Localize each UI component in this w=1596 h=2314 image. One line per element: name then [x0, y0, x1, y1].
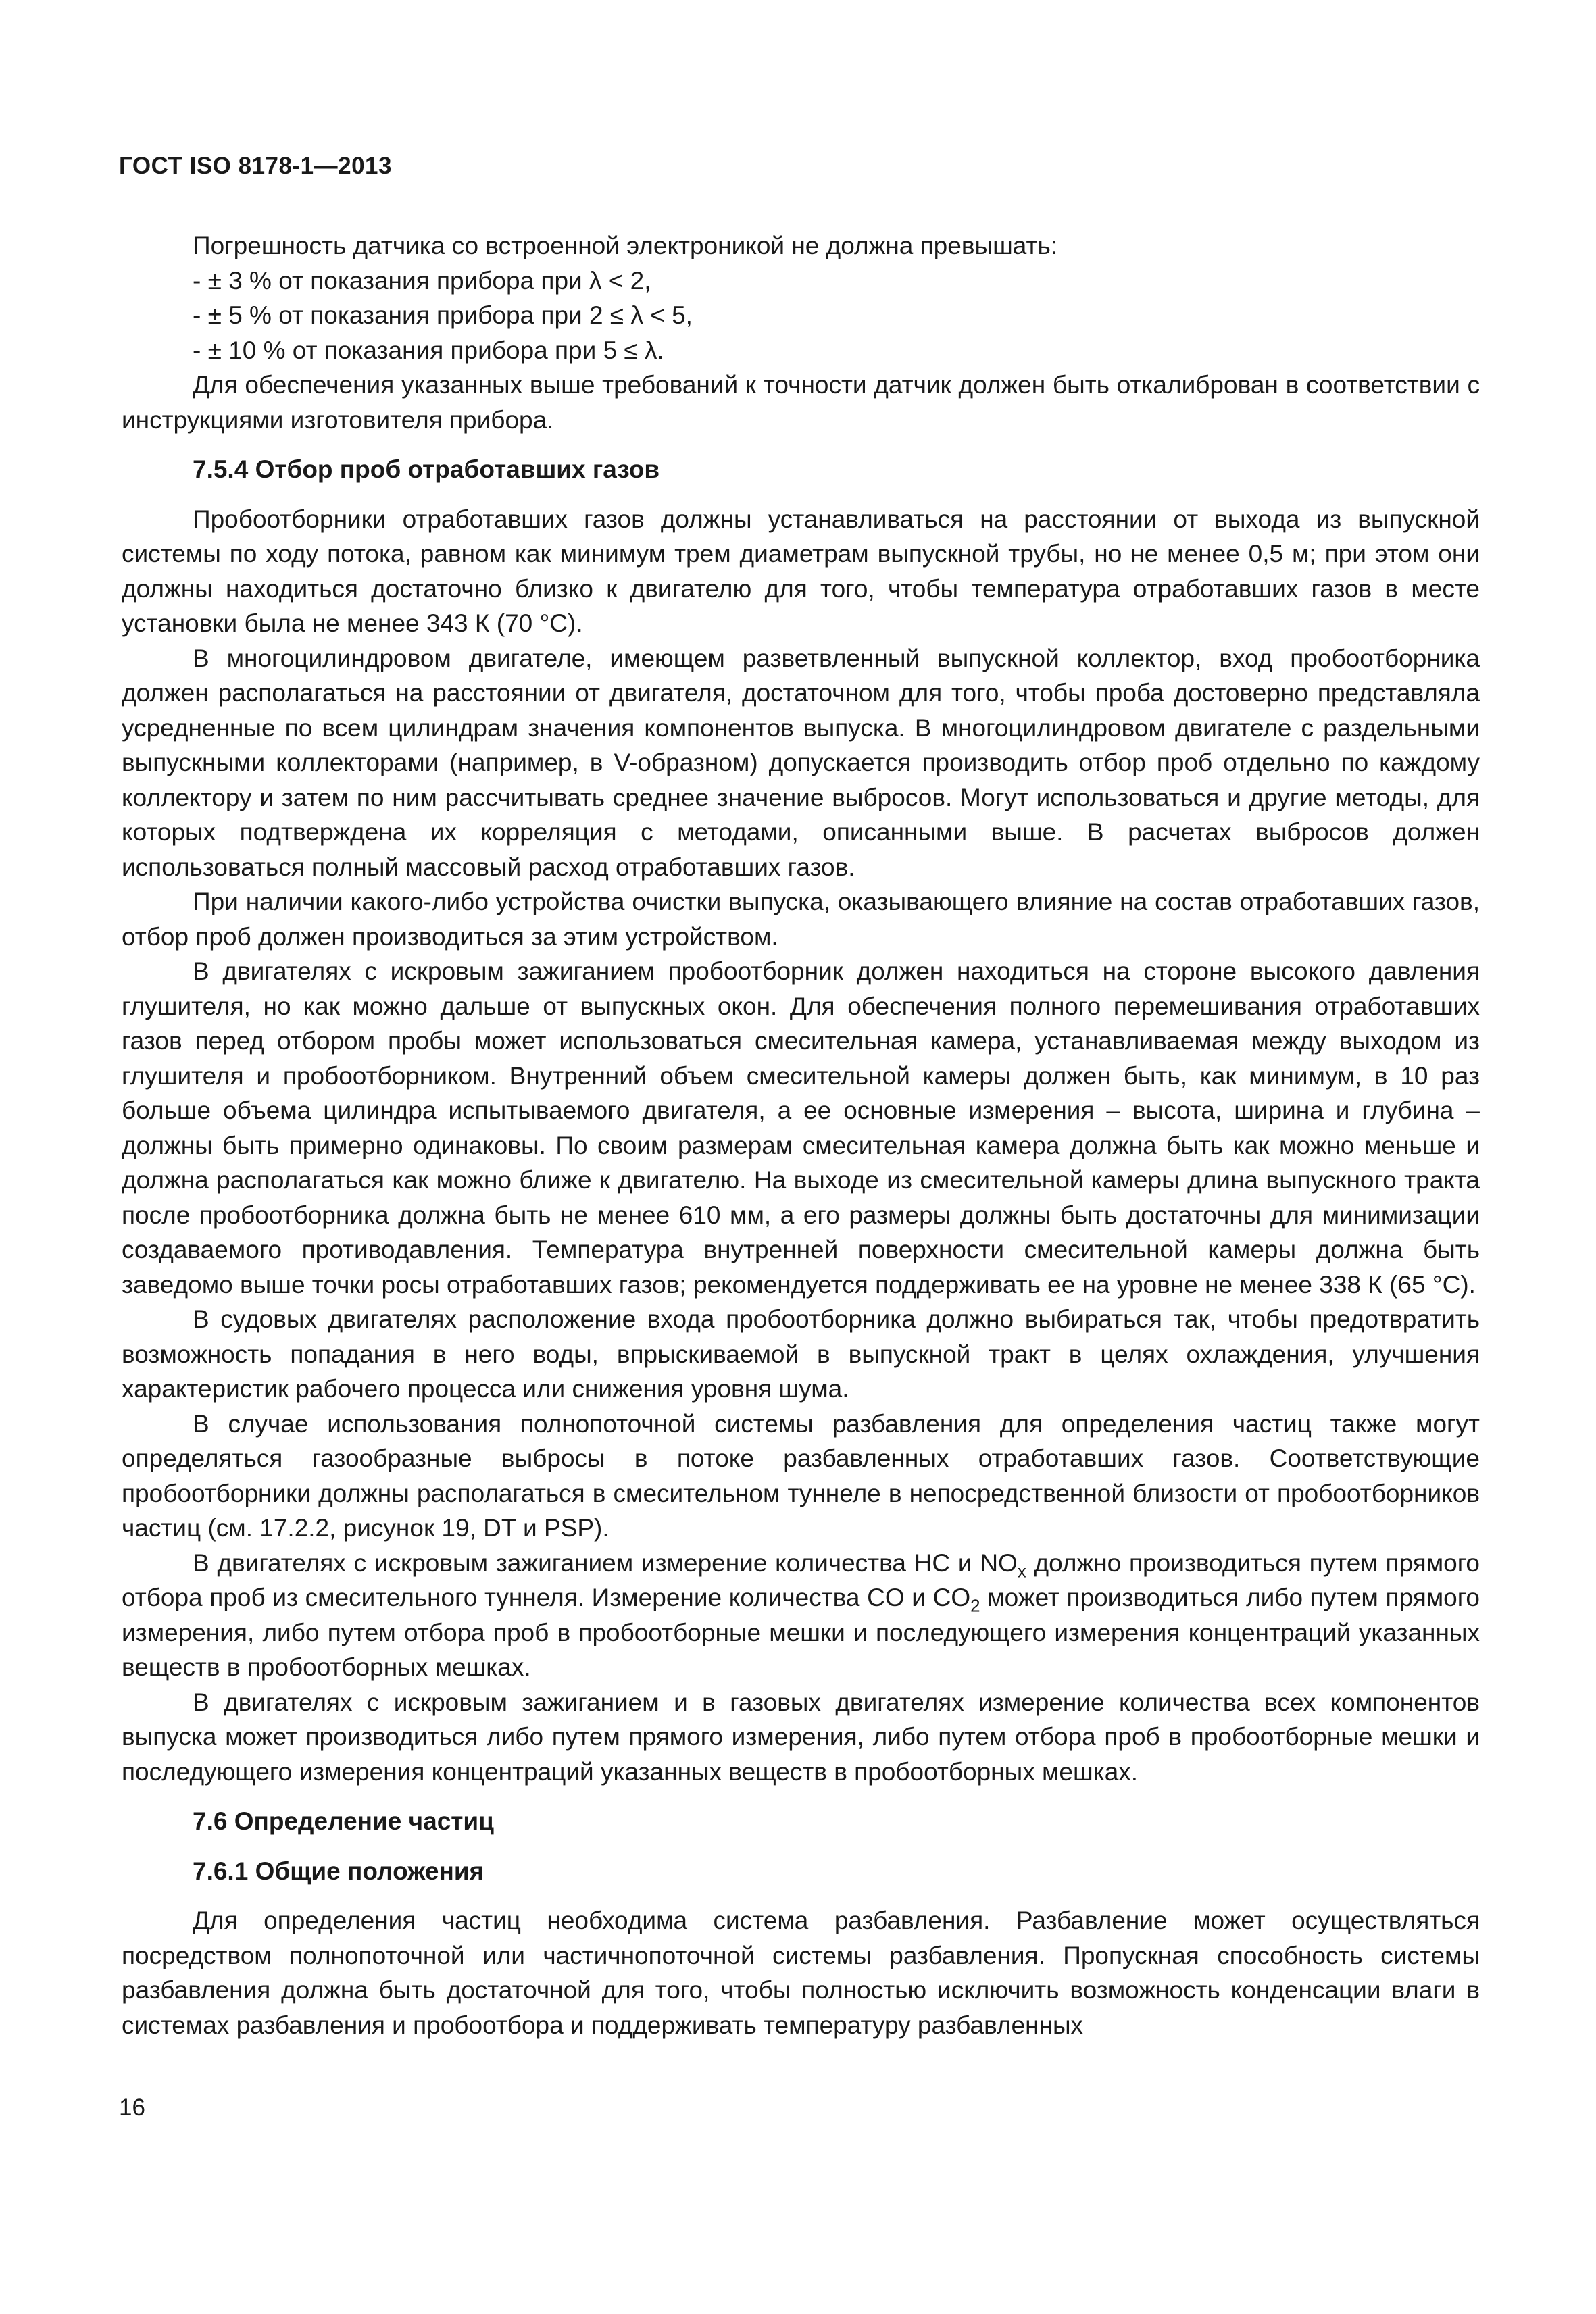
subscript: x	[1017, 1561, 1026, 1581]
list-item: - ± 3 % от показания прибора при λ < 2,	[193, 266, 651, 295]
paragraph: Пробоотборники отработавших газов должны устанавливаться на расстоянии от выхода из выпускной системы по ходу потока, равном как минимум трем диаметрам выпускной трубы, но не менее 0,5 м; при этом они должны находиться достаточно близко к двигателю для того, чтобы температура отработавших газов в месте установки была не менее 343 К (70 °С).	[122, 505, 1480, 637]
list-item: - ± 10 % от показания прибора при 5 ≤ λ.	[193, 336, 664, 364]
paragraph: В судовых двигателях расположение входа пробоотборника должно выбираться так, чтобы предотвратить возможность попадания в него воды, впрыскиваемой в выпускной тракт в целях охлаждения, улучшения характеристик рабочего процесса или снижения уровня шума.	[122, 1305, 1480, 1403]
section-heading: 7.6 Определение частиц	[193, 1807, 494, 1835]
text-run: В двигателях с искровым зажиганием измерение количества HC и NO	[193, 1549, 1018, 1577]
paragraph: В многоцилиндровом двигателе, имеющем разветвленный выпускной коллектор, вход пробоотборника должен располагаться на расстоянии от двигателя, достаточном для того, чтобы проба достоверно представляла усредненные по всем цилиндрам значения компонентов выпуска. В многоцилиндровом двигателе с раздельными выпускными коллекторами (например, в V-образном) допускается производить отбор проб отдельно по каждому коллектору и затем по ним рассчитывать среднее значение выбросов. Могут использоваться и другие методы, для которых подтверждена их корреляция с методами, описанными выше. В расчетах выбросов должен использоваться полный массовый расход отработавших газов.	[122, 644, 1480, 881]
paragraph: Для определения частиц необходима система разбавления. Разбавление может осуществляться посредством полнопоточной или частичнопоточной системы разбавления. Пропускная способность системы разбавления должна быть достаточной для того, чтобы полностью исключить возможность конденсации влаги в системах разбавления и пробоотбора и поддерживать температуру разбавленных	[122, 1907, 1480, 2039]
list-item: - ± 5 % от показания прибора при 2 ≤ λ < 5,	[193, 301, 693, 329]
paragraph: Для обеспечения указанных выше требований к точности датчик должен быть откалиброван в соответствии с инструкциями изготовителя прибора.	[122, 371, 1480, 434]
paragraph	[122, 1546, 1480, 1685]
subscript: 2	[970, 1596, 980, 1616]
paragraph: В случае использования полнопоточной системы разбавления для определения частиц также могут определяться газообразные выбросы в потоке разбавленных отработавших газов. Соответствующие пробоотборники должны располагаться в смесительном туннеле в непосредственной близости от пробоотборников частиц (см. 17.2.2, рисунок 19, DT и PSP).	[122, 1409, 1480, 1542]
paragraph: При наличии какого-либо устройства очистки выпуска, оказывающего влияние на состав отработавших газов, отбор проб должен производиться за этим устройством.	[122, 888, 1480, 951]
paragraph: В двигателях с искровым зажиганием пробоотборник должен находиться на стороне высокого давления глушителя, но как можно дальше от выпускных окон. Для обеспечения полного перемешивания отработавших газов перед отбором пробы может использоваться смесительная камера, устанавливаемая между выходом из глушителя и пробоотборником. Внутренний объем смесительной камеры должен быть, как минимум, в 10 раз больше объема цилиндра испытываемого двигателя, а ее основные измерения – высота, ширина и глубина – должны быть примерно одинаковы. По своим размерам смесительная камера должна быть как можно меньше и должна располагаться как можно ближе к двигателю. На выходе из смесительной камеры длина выпускного тракта после пробоотборника должна быть не менее 610 мм, а его размеры должны быть достаточны для минимизации создаваемого противодавления. Температура внутренней поверхности смесительной камеры должна быть заведомо выше точки росы отработавших газов; рекомендуется поддерживать ее на уровне не менее 338 К (65 °С).	[122, 957, 1480, 1299]
text-run: может производиться либо путем прямого измерения, либо путем отбора проб в пробоотборные мешки и последующего измерения концентраций указанных веществ в пробоотборных мешках.	[122, 1584, 1480, 1681]
section-heading: 7.5.4 Отбор проб отработавших газов	[193, 455, 660, 483]
document-header: ГОСТ ISO 8178-1—2013	[119, 153, 392, 179]
page-number: 16	[119, 2094, 145, 2121]
text-run: должно производиться путем прямого отбора проб из смесительного туннеля. Измерение количества CO и CO	[122, 1549, 1480, 1611]
paragraph: В двигателях с искровым зажиганием и в газовых двигателях измерение количества всех компонентов выпуска может производиться либо путем прямого измерения, либо путем отбора проб в пробоотборные мешки и последующего измерения концентраций указанных веществ в пробоотборных мешках.	[122, 1688, 1480, 1786]
paragraph: Погрешность датчика со встроенной электроникой не должна превышать:	[193, 232, 1058, 259]
subsection-heading: 7.6.1 Общие положения	[193, 1857, 484, 1885]
document-body	[122, 228, 1480, 2042]
